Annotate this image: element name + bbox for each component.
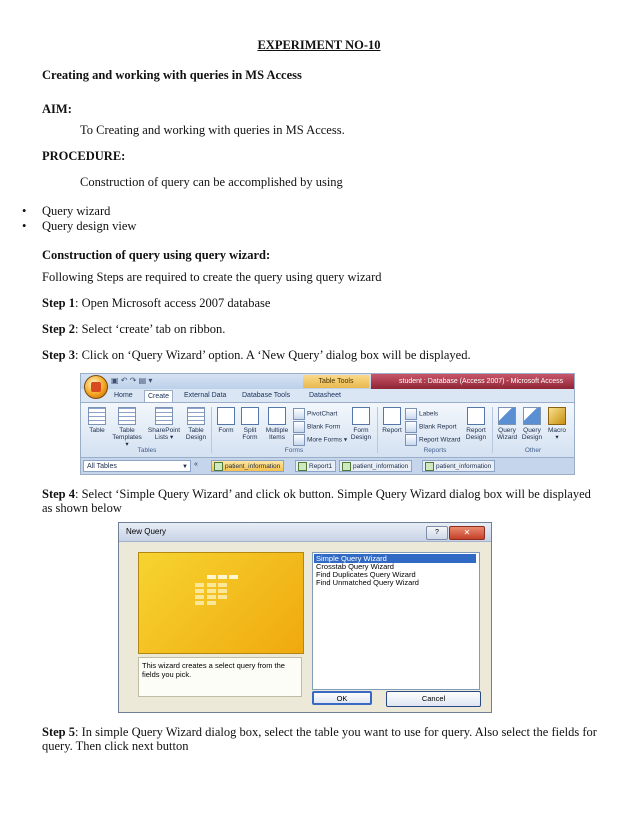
document-heading: Creating and working with queries in MS Access xyxy=(42,68,302,82)
form-icon xyxy=(217,407,235,425)
window-title: student : Database (Access 2007) - Microsoft Access xyxy=(399,378,564,385)
step-4 xyxy=(42,487,591,502)
step-label: Step 2 xyxy=(42,322,75,336)
procedure-label: PROCEDURE: xyxy=(42,149,126,163)
report-button[interactable]: Report xyxy=(380,407,404,434)
pivotchart-button[interactable]: PivotChart xyxy=(293,408,337,420)
tab-home[interactable]: Home xyxy=(114,392,133,399)
more-forms-icon xyxy=(293,434,305,446)
macro-icon xyxy=(548,407,566,425)
labels-icon xyxy=(405,408,417,420)
wizard-intro: Following Steps are required to create the query using query wizard xyxy=(42,270,382,284)
access-ribbon-screenshot xyxy=(80,373,575,475)
table-templates-icon xyxy=(118,407,136,425)
query-wizard-icon xyxy=(498,407,516,425)
group-label-tables: Tables xyxy=(137,447,157,454)
bullet-item: Query wizard xyxy=(42,204,111,218)
navigation-bar xyxy=(81,457,574,475)
list-item[interactable]: Find Unmatched Query Wizard xyxy=(316,578,419,587)
chevron-down-icon: ▼ xyxy=(182,464,188,470)
step-label: Step 3 xyxy=(42,348,75,362)
group-label-reports: Reports xyxy=(423,447,447,454)
procedure-text: Construction of query can be accomplished by using xyxy=(80,175,343,189)
split-form-icon xyxy=(241,407,259,425)
document-tab[interactable]: patient_information xyxy=(422,460,495,472)
step-label: Step 5 xyxy=(42,725,75,739)
step-label: Step 4 xyxy=(42,487,75,501)
sharepoint-lists-button[interactable]: SharePoint Lists ▾ xyxy=(145,407,183,441)
tab-database-tools[interactable]: Database Tools xyxy=(242,392,291,399)
table-icon xyxy=(88,407,106,425)
tab-create[interactable]: Create xyxy=(144,390,173,403)
tab-datasheet[interactable]: Datasheet xyxy=(309,392,341,399)
bullet-marker: • xyxy=(22,219,27,233)
dialog-title: New Query xyxy=(126,527,167,536)
new-query-dialog xyxy=(118,522,492,713)
bullet-item: Query design view xyxy=(42,219,137,233)
list-item[interactable]: Crosstab Query Wizard xyxy=(316,562,394,571)
bullet-marker: • xyxy=(22,204,27,218)
blank-report-icon xyxy=(405,421,417,433)
sharepoint-icon xyxy=(155,407,173,425)
document-tab[interactable]: Report1 xyxy=(295,460,336,472)
wizard-preview-image xyxy=(138,552,304,654)
table-icon xyxy=(342,462,351,471)
query-type-list[interactable] xyxy=(312,552,480,690)
labels-button[interactable]: Labels xyxy=(405,408,438,420)
table-design-icon xyxy=(187,407,205,425)
aim-text: To Creating and working with queries in MS Access. xyxy=(80,123,345,137)
table-templates-button[interactable]: Table Templates ▾ xyxy=(111,407,143,448)
report-wizard-icon xyxy=(405,434,417,446)
ribbon-tabs xyxy=(81,389,574,402)
quick-access-toolbar-icon[interactable]: ▣ ↶ ↷ ▤ ▾ xyxy=(111,376,153,385)
blank-report-button[interactable]: Blank Report xyxy=(405,421,457,433)
group-label-forms: Forms xyxy=(284,447,304,454)
multiple-items-button[interactable]: Multiple Items xyxy=(262,407,292,441)
step-text: : Open Microsoft access 2007 database xyxy=(75,296,271,310)
cancel-button[interactable]: Cancel xyxy=(386,691,481,707)
form-button[interactable]: Form xyxy=(214,407,238,434)
table-tools-context-tab: Table Tools xyxy=(303,375,369,388)
step-label: Step 1 xyxy=(42,296,75,310)
query-wizard-button[interactable]: Query Wizard xyxy=(495,407,519,441)
step-text: : In simple Query Wizard dialog box, select the table you want to use for query. Also select the fields for xyxy=(75,725,597,739)
group-label-other: Other xyxy=(524,447,542,454)
group-separator xyxy=(492,407,493,453)
step-text: : Select ‘create’ tab on ribbon. xyxy=(75,322,226,336)
report-design-button[interactable]: Report Design xyxy=(464,407,488,441)
step-5 xyxy=(42,725,597,740)
group-separator xyxy=(377,407,378,453)
close-icon[interactable]: ✕ xyxy=(449,526,485,540)
step-3 xyxy=(42,348,471,363)
help-button[interactable]: ? xyxy=(426,526,448,540)
document-tab[interactable]: patient_information xyxy=(339,460,412,472)
report-icon xyxy=(298,462,307,471)
blank-form-button[interactable]: Blank Form xyxy=(293,421,340,433)
table-button[interactable]: Table xyxy=(85,407,109,434)
query-design-icon xyxy=(523,407,541,425)
query-design-button[interactable]: Query Design xyxy=(520,407,544,441)
step-5-continued: query. Then click next button xyxy=(42,739,189,753)
tab-external-data[interactable]: External Data xyxy=(184,392,227,399)
ribbon-groups xyxy=(81,402,574,457)
more-forms-button[interactable]: More Forms ▾ xyxy=(293,434,347,446)
split-form-button[interactable]: Split Form xyxy=(239,407,261,441)
form-design-icon xyxy=(352,407,370,425)
table-design-button[interactable]: Table Design xyxy=(184,407,208,441)
report-wizard-button[interactable]: Report Wizard xyxy=(405,434,461,446)
macro-button[interactable]: Macro ▾ xyxy=(545,407,569,441)
step-text: : Select ‘Simple Query Wizard’ and click ok button. Simple Query Wizard dialog box will be displayed xyxy=(75,487,591,501)
blank-form-icon xyxy=(293,421,305,433)
form-icon xyxy=(425,462,434,471)
form-design-button[interactable]: Form Design xyxy=(349,407,373,441)
step-4-continued: as shown below xyxy=(42,501,122,515)
group-separator xyxy=(211,407,212,453)
office-button-icon[interactable] xyxy=(84,375,108,399)
nav-pane-selector[interactable]: All Tables ▼ xyxy=(83,460,191,472)
aim-label: AIM: xyxy=(42,102,72,116)
list-item[interactable]: Simple Query Wizard xyxy=(314,554,476,563)
list-item[interactable]: Find Duplicates Query Wizard xyxy=(316,570,416,579)
wizard-heading: Construction of query using query wizard: xyxy=(42,248,271,262)
page-title: EXPERIMENT NO-10 xyxy=(257,38,381,52)
step-2 xyxy=(42,322,225,337)
step-1 xyxy=(42,296,270,311)
document-tab[interactable]: patient_information xyxy=(211,460,284,472)
table-icon xyxy=(214,462,223,471)
table-grid-icon xyxy=(195,575,239,619)
report-design-icon xyxy=(467,407,485,425)
report-icon xyxy=(383,407,401,425)
wizard-description: This wizard creates a select query from the fields you pick. xyxy=(138,657,302,697)
nav-collapse-button[interactable]: « xyxy=(194,461,198,468)
step-text: : Click on ‘Query Wizard’ option. A ‘New Query’ dialog box will be displayed. xyxy=(75,348,471,362)
pivotchart-icon xyxy=(293,408,305,420)
multiple-items-icon xyxy=(268,407,286,425)
ok-button[interactable]: OK xyxy=(312,691,372,705)
